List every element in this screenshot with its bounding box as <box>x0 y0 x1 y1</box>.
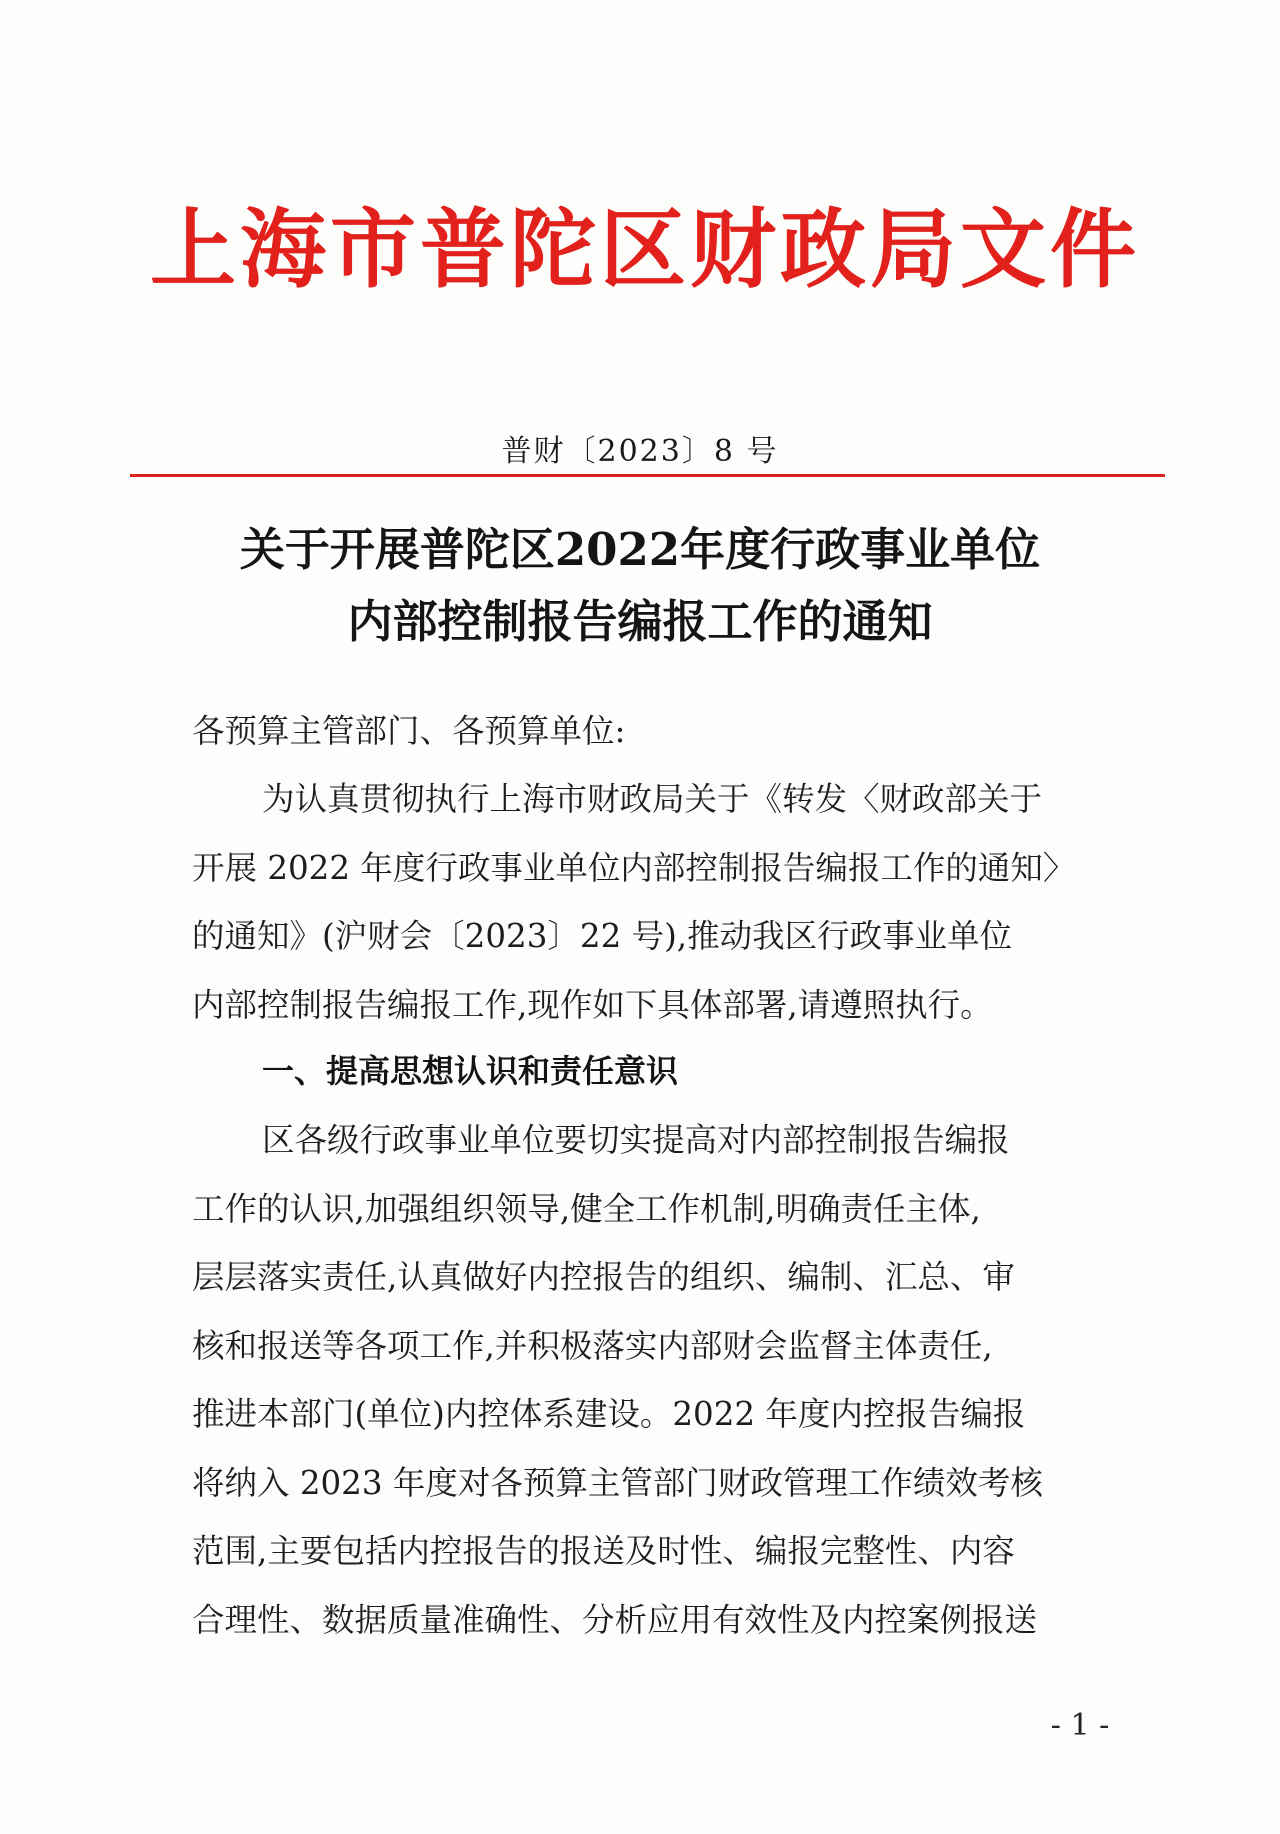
intro-line-3: 的通知》(沪财会〔2023〕22 号),推动我区行政事业单位 <box>192 917 1013 955</box>
salutation: 各预算主管部门、各预算单位: <box>192 712 626 750</box>
notice-title-line-1: 关于开展普陀区2022年度行政事业单位 <box>239 523 1041 576</box>
intro-line-1: 为认真贯彻执行上海市财政局关于《转发〈财政部关于 <box>262 780 1043 818</box>
red-divider-line <box>130 474 1165 477</box>
section-1-line-8: 合理性、数据质量准确性、分析应用有效性及内控案例报送 <box>192 1601 1038 1639</box>
section-1-line-4: 核和报送等各项工作,并积极落实内部财会监督主体责任, <box>192 1327 993 1365</box>
section-1-line-3: 层层落实责任,认真做好内控报告的组织、编制、汇总、审 <box>192 1258 1015 1296</box>
section-1-line-2: 工作的认识,加强组织领导,健全工作机制,明确责任主体, <box>192 1190 981 1228</box>
section-1-line-1: 区各级行政事业单位要切实提高对内部控制报告编报 <box>262 1121 1010 1159</box>
page-number: - 1 - <box>1050 1708 1110 1743</box>
document-number: 普财〔2023〕8 号 <box>501 434 779 469</box>
issuer-header: 上海市普陀区财政局文件 <box>150 199 1140 300</box>
intro-line-2: 开展 2022 年度行政事业单位内部控制报告编报工作的通知〉 <box>192 849 1076 887</box>
section-1-line-5: 推进本部门(单位)内控体系建设。2022 年度内控报告编报 <box>192 1395 1026 1433</box>
section-1-line-7: 范围,主要包括内控报告的报送及时性、编报完整性、内容 <box>192 1532 1015 1570</box>
section-1-line-6: 将纳入 2023 年度对各预算主管部门财政管理工作绩效考核 <box>192 1464 1043 1502</box>
intro-line-4: 内部控制报告编报工作,现作如下具体部署,请遵照执行。 <box>192 986 993 1024</box>
section-1-heading: 一、提高思想认识和责任意识 <box>262 1052 679 1090</box>
notice-title-line-2: 内部控制报告编报工作的通知 <box>347 595 933 648</box>
